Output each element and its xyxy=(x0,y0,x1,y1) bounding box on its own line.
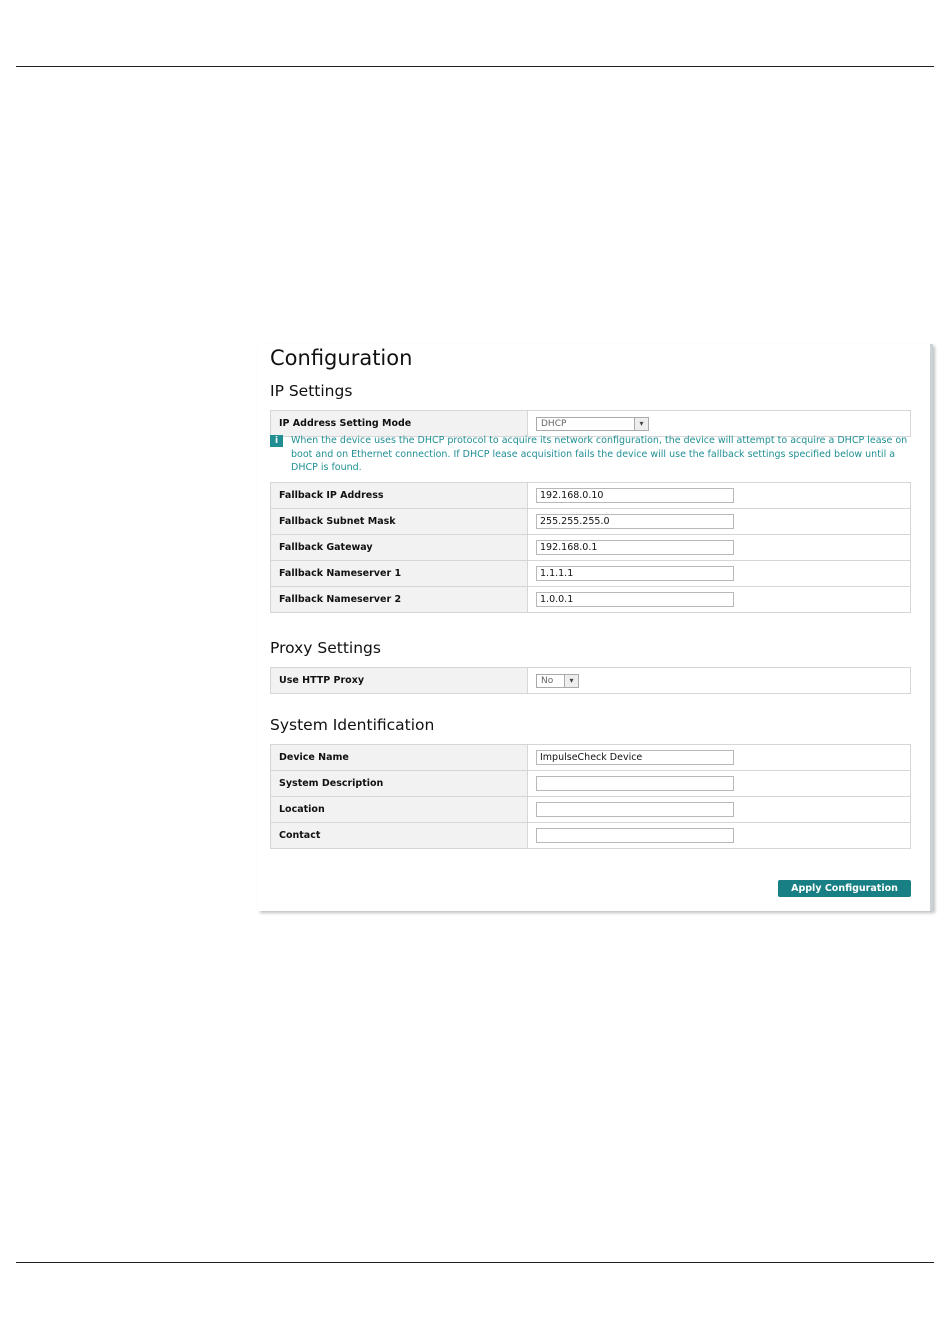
fallback-nameserver1-label: Fallback Nameserver 1 xyxy=(271,561,528,587)
ip-mode-selected-value: DHCP xyxy=(541,418,567,429)
table-row xyxy=(271,771,911,797)
fallback-settings-table xyxy=(270,482,911,613)
top-divider xyxy=(16,66,934,67)
contact-input[interactable] xyxy=(536,828,734,843)
table-row xyxy=(271,483,911,509)
ip-mode-label: IP Address Setting Mode xyxy=(271,411,528,437)
apply-configuration-button[interactable]: Apply Configuration xyxy=(778,880,911,897)
table-row xyxy=(271,668,911,694)
fallback-subnet-input[interactable] xyxy=(536,514,734,529)
chevron-down-icon: ▾ xyxy=(564,675,578,687)
bottom-divider xyxy=(16,1262,934,1263)
chevron-down-icon: ▾ xyxy=(634,418,648,430)
table-row xyxy=(271,745,911,771)
info-icon: i xyxy=(270,435,283,447)
table-row xyxy=(271,797,911,823)
use-http-proxy-selected-value: No xyxy=(541,675,554,686)
ip-mode-table xyxy=(270,410,911,437)
dhcp-info-message xyxy=(270,434,911,475)
use-http-proxy-select[interactable] xyxy=(536,674,579,688)
table-row xyxy=(271,587,911,613)
fallback-ip-input[interactable] xyxy=(536,488,734,503)
location-input[interactable] xyxy=(536,802,734,817)
ip-mode-cell xyxy=(528,411,911,437)
device-name-label: Device Name xyxy=(271,745,528,771)
system-identification-heading: System Identification xyxy=(270,716,435,734)
proxy-settings-heading: Proxy Settings xyxy=(270,639,381,657)
ip-settings-heading: IP Settings xyxy=(270,382,353,400)
location-label: Location xyxy=(271,797,528,823)
dhcp-info-text: When the device uses the DHCP protocol to acquire its network configuration, the device will attempt to acquire a DHCP lease on boot and on Ethernet connection. If DHCP lease acquisition fails the device will use the fallback settings specified below until a DHCP is found. xyxy=(291,435,908,473)
fallback-ip-label: Fallback IP Address xyxy=(271,483,528,509)
fallback-subnet-label: Fallback Subnet Mask xyxy=(271,509,528,535)
ip-mode-select[interactable] xyxy=(536,417,649,431)
table-row xyxy=(271,823,911,849)
table-row xyxy=(271,561,911,587)
fallback-nameserver2-label: Fallback Nameserver 2 xyxy=(271,587,528,613)
device-name-input[interactable] xyxy=(536,750,734,765)
fallback-gateway-input[interactable] xyxy=(536,540,734,555)
configuration-screenshot xyxy=(258,344,933,911)
system-description-input[interactable] xyxy=(536,776,734,791)
system-description-label: System Description xyxy=(271,771,528,797)
table-row xyxy=(271,411,911,437)
page-title: Configuration xyxy=(270,346,413,370)
fallback-nameserver1-input[interactable] xyxy=(536,566,734,581)
table-row xyxy=(271,509,911,535)
table-row xyxy=(271,535,911,561)
fallback-gateway-label: Fallback Gateway xyxy=(271,535,528,561)
system-identification-table xyxy=(270,744,911,849)
contact-label: Contact xyxy=(271,823,528,849)
fallback-nameserver2-input[interactable] xyxy=(536,592,734,607)
use-http-proxy-label: Use HTTP Proxy xyxy=(271,668,528,694)
proxy-settings-table xyxy=(270,667,911,694)
